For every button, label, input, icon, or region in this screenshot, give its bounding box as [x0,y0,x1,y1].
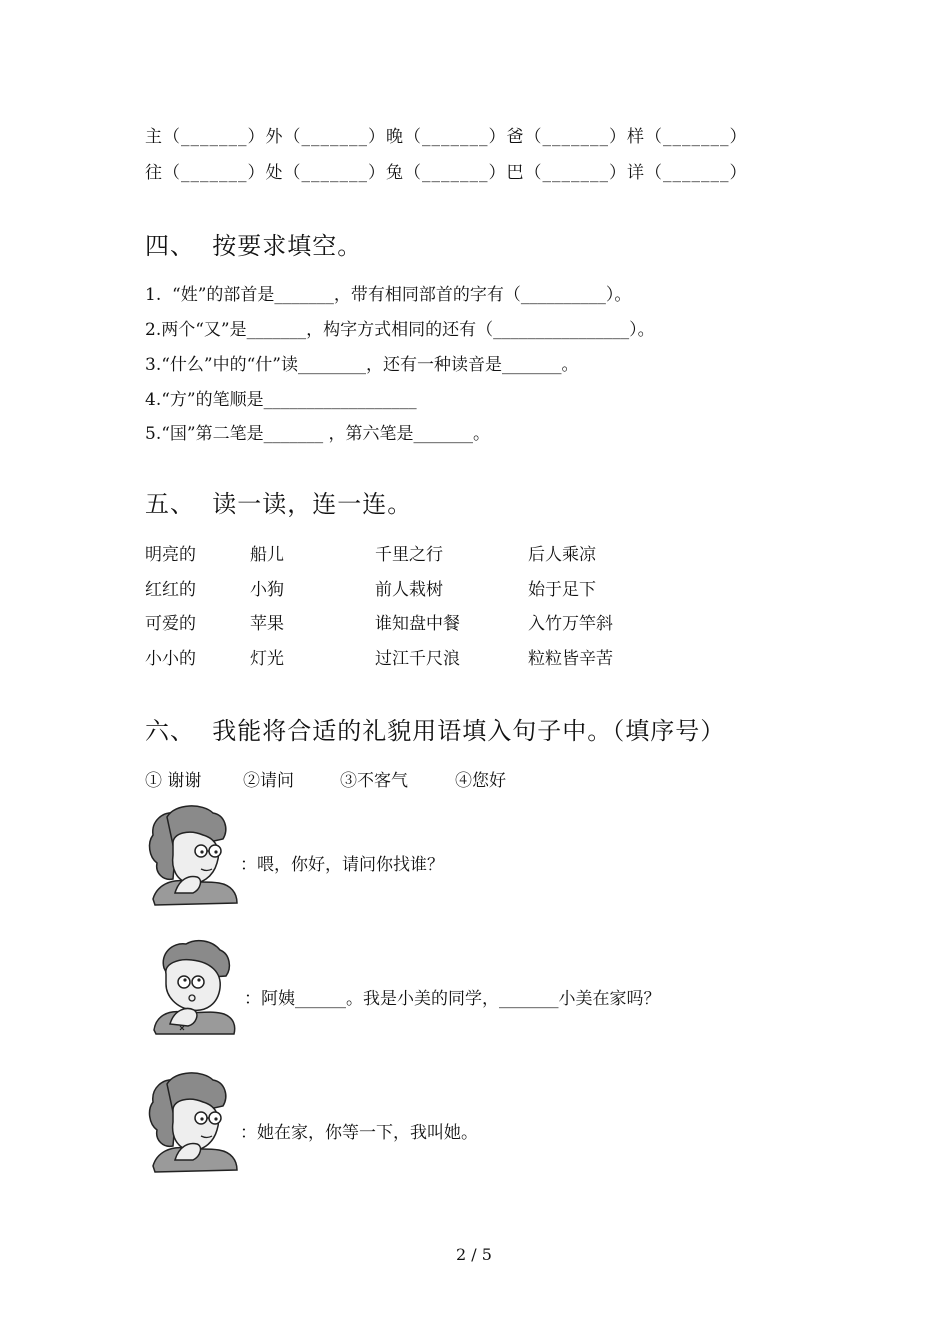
option-2: ②请问 [243,771,294,791]
match-col4-item: 粒粒皆辛苦 [528,649,613,669]
woman-avatar-icon [145,803,239,907]
dialogue-line-2: ：阿姨______。我是小美的同学，_______小美在家吗？ [244,989,661,1009]
section-5-heading: 五、 读一读，连一连。 [145,490,413,518]
match-col1-item: 红红的 [145,580,196,600]
match-col3-item: 前人栽树 [375,580,443,600]
fill-item-4: 4.“方”的笔顺是__________________ [145,390,417,410]
match-col1-item: 明亮的 [145,545,196,565]
match-col3-item: 千里之行 [375,545,443,565]
match-col2-item: 苹果 [250,614,284,634]
woman-avatar-icon [145,1070,239,1174]
match-col4-item: 入竹万竿斜 [528,614,613,634]
boy-avatar-icon [150,938,238,1036]
fill-item-2: 2.两个“又”是_______，构字方式相同的还有（________________）。 [145,320,655,340]
dialogue-line-1: ：喂，你好，请问你找谁？ [240,855,444,875]
section-4-heading: 四、 按要求填空。 [145,232,363,260]
match-col3-item: 谁知盘中餐 [375,614,460,634]
match-col1-item: 小小的 [145,649,196,669]
match-col4-item: 后人乘凉 [528,545,596,565]
option-1: ① 谢谢 [145,771,202,791]
option-3: ③不客气 [340,771,408,791]
fill-item-1: 1. “姓”的部首是_______，带有相同部首的字有（__________）。 [145,285,632,305]
match-col2-item: 灯光 [250,649,284,669]
fill-item-5: 5.“国”第二笔是_______ ，第六笔是_______。 [145,424,491,444]
fill-item-3: 3.“什么”中的“什”读________，还有一种读音是_______。 [145,355,579,375]
match-col2-item: 船儿 [250,545,284,565]
page-number: 2 / 5 [456,1245,492,1264]
dialogue-line-3: ：她在家，你等一下，我叫她。 [240,1123,478,1143]
match-col1-item: 可爱的 [145,614,196,634]
section-6-heading: 六、 我能将合适的礼貌用语填入句子中。（填序号） [145,717,726,745]
char-fill-row-1: 主（_______）外（_______）晚（_______）爸（_______）样（_______） [145,127,748,147]
char-fill-row-2: 往（_______）处（_______）兔（_______）巴（_______）详（_______） [145,163,748,183]
option-4: ④您好 [455,771,506,791]
match-col4-item: 始于足下 [528,580,596,600]
match-col2-item: 小狗 [250,580,284,600]
match-col3-item: 过江千尺浪 [375,649,460,669]
